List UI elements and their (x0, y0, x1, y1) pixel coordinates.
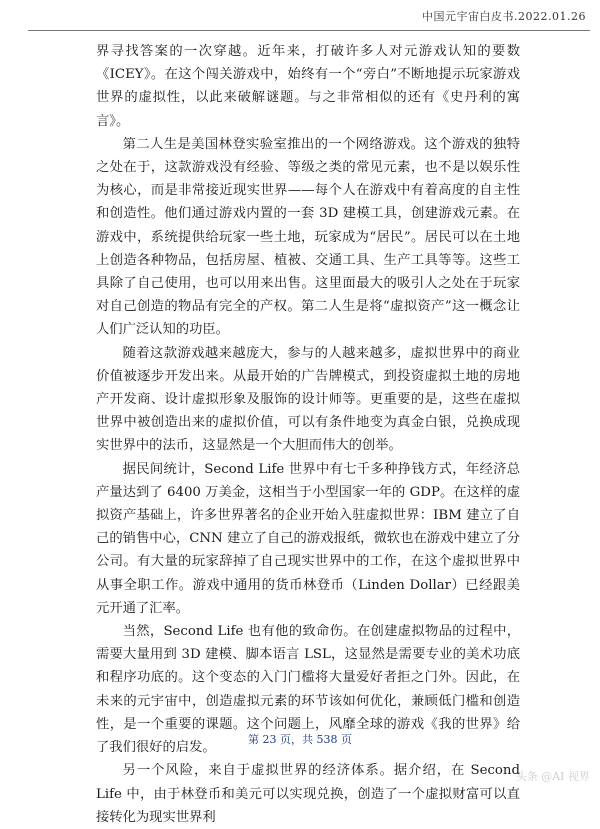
page-body (96, 40, 520, 829)
paragraph: 据民间统计，Second Life 世界中有七千多种挣钱方式，年经济总产量达到了 6400 万美金，这相当于小型国家一年的 GDP。在这样的虚拟资产基础上，许多世界著名的企业开始入驻虚拟世界：IBM 建立了自己的销售中心，CNN 建立了自己的游戏报纸，微软也在游戏中建立了分公司。有大量的玩家辞掉了自己现实世界中的工作，在这个虚拟世界中从事全职工作。游戏中通用的货币林登币（Linden Dollar）已经跟美元开通了汇率。 (96, 461, 520, 616)
watermark: 头条 @AI 视界 (515, 770, 590, 783)
paragraph: 第二人生是美国林登实验室推出的一个网络游戏。这个游戏的独特之处在于，这款游戏没有经验、等级之类的常见元素，也不是以娱乐性为核心，而是非常接近现实世界——每个人在游戏中有着高度的自主性和创造性。他们通过游戏内置的一套 3D 建模工具，创建游戏元素。在游戏中，系统提供给玩家一些土地，玩家成为“居民”。居民可以在土地上创造各种物品，包括房屋、植被、交通工具、生产工具等等。这些工具除了自己使用，也可以用来出售。这里面最大的吸引人之处在于玩家对自己创造的物品有完全的产权。第二人生是将“虚拟资产”这一概念让人们广泛认知的功臣。 (96, 136, 520, 338)
header-rule (28, 30, 590, 31)
paragraph: 随着这款游戏越来越庞大，参与的人越来越多，虚拟世界中的商业价值被逐步开发出来。从最开始的广告牌模式，到投资虚拟土地的房地产开发商、设计虚拟形象及服饰的设计师等。更重要的是，这些在虚拟世界中被创造出来的虚拟价值，可以有条件地变为真金白银，兑换成现实世界中的法币，这显然是一个大胆而伟大的创举。 (96, 345, 520, 454)
paragraph: 当然，Second Life 也有他的致命伤。在创建虚拟物品的过程中，需要大量用到 3D 建模、脚本语言 LSL，这显然是需要专业的美术功底和程序功底的。这个变态的入门门槛将大量爱好者拒之门外。因此，在未来的元宇宙中，创造虚拟元素的环节该如何优化，兼顾低门槛和创造性，是一个重要的课题。这个问题上，风靡全球的游戏《我的世界》给了我们很好的启发。 (96, 624, 520, 756)
page-header: 中国元宇宙白皮书.2022.01.26 (422, 10, 586, 23)
paragraph: 另一个风险，来自于虚拟世界的经济体系。据介绍，在 Second Life 中，由于林登币和美元可以实现兑换，创造了一个虚拟财富可以直接转化为现实世界利 (96, 763, 520, 825)
paragraph-continuation: 界寻找答案的一次穿越。近年来，打破许多人对元游戏认知的要数《ICEY》。在这个闯关游戏中，始终有一个“旁白”不断地提示玩家游戏世界的虚拟性，以此来破解谜题。与之非常相似的还有《史丹利的寓言》。 (96, 44, 520, 129)
page-number: 第 23 页，共 538 页 (248, 733, 352, 746)
